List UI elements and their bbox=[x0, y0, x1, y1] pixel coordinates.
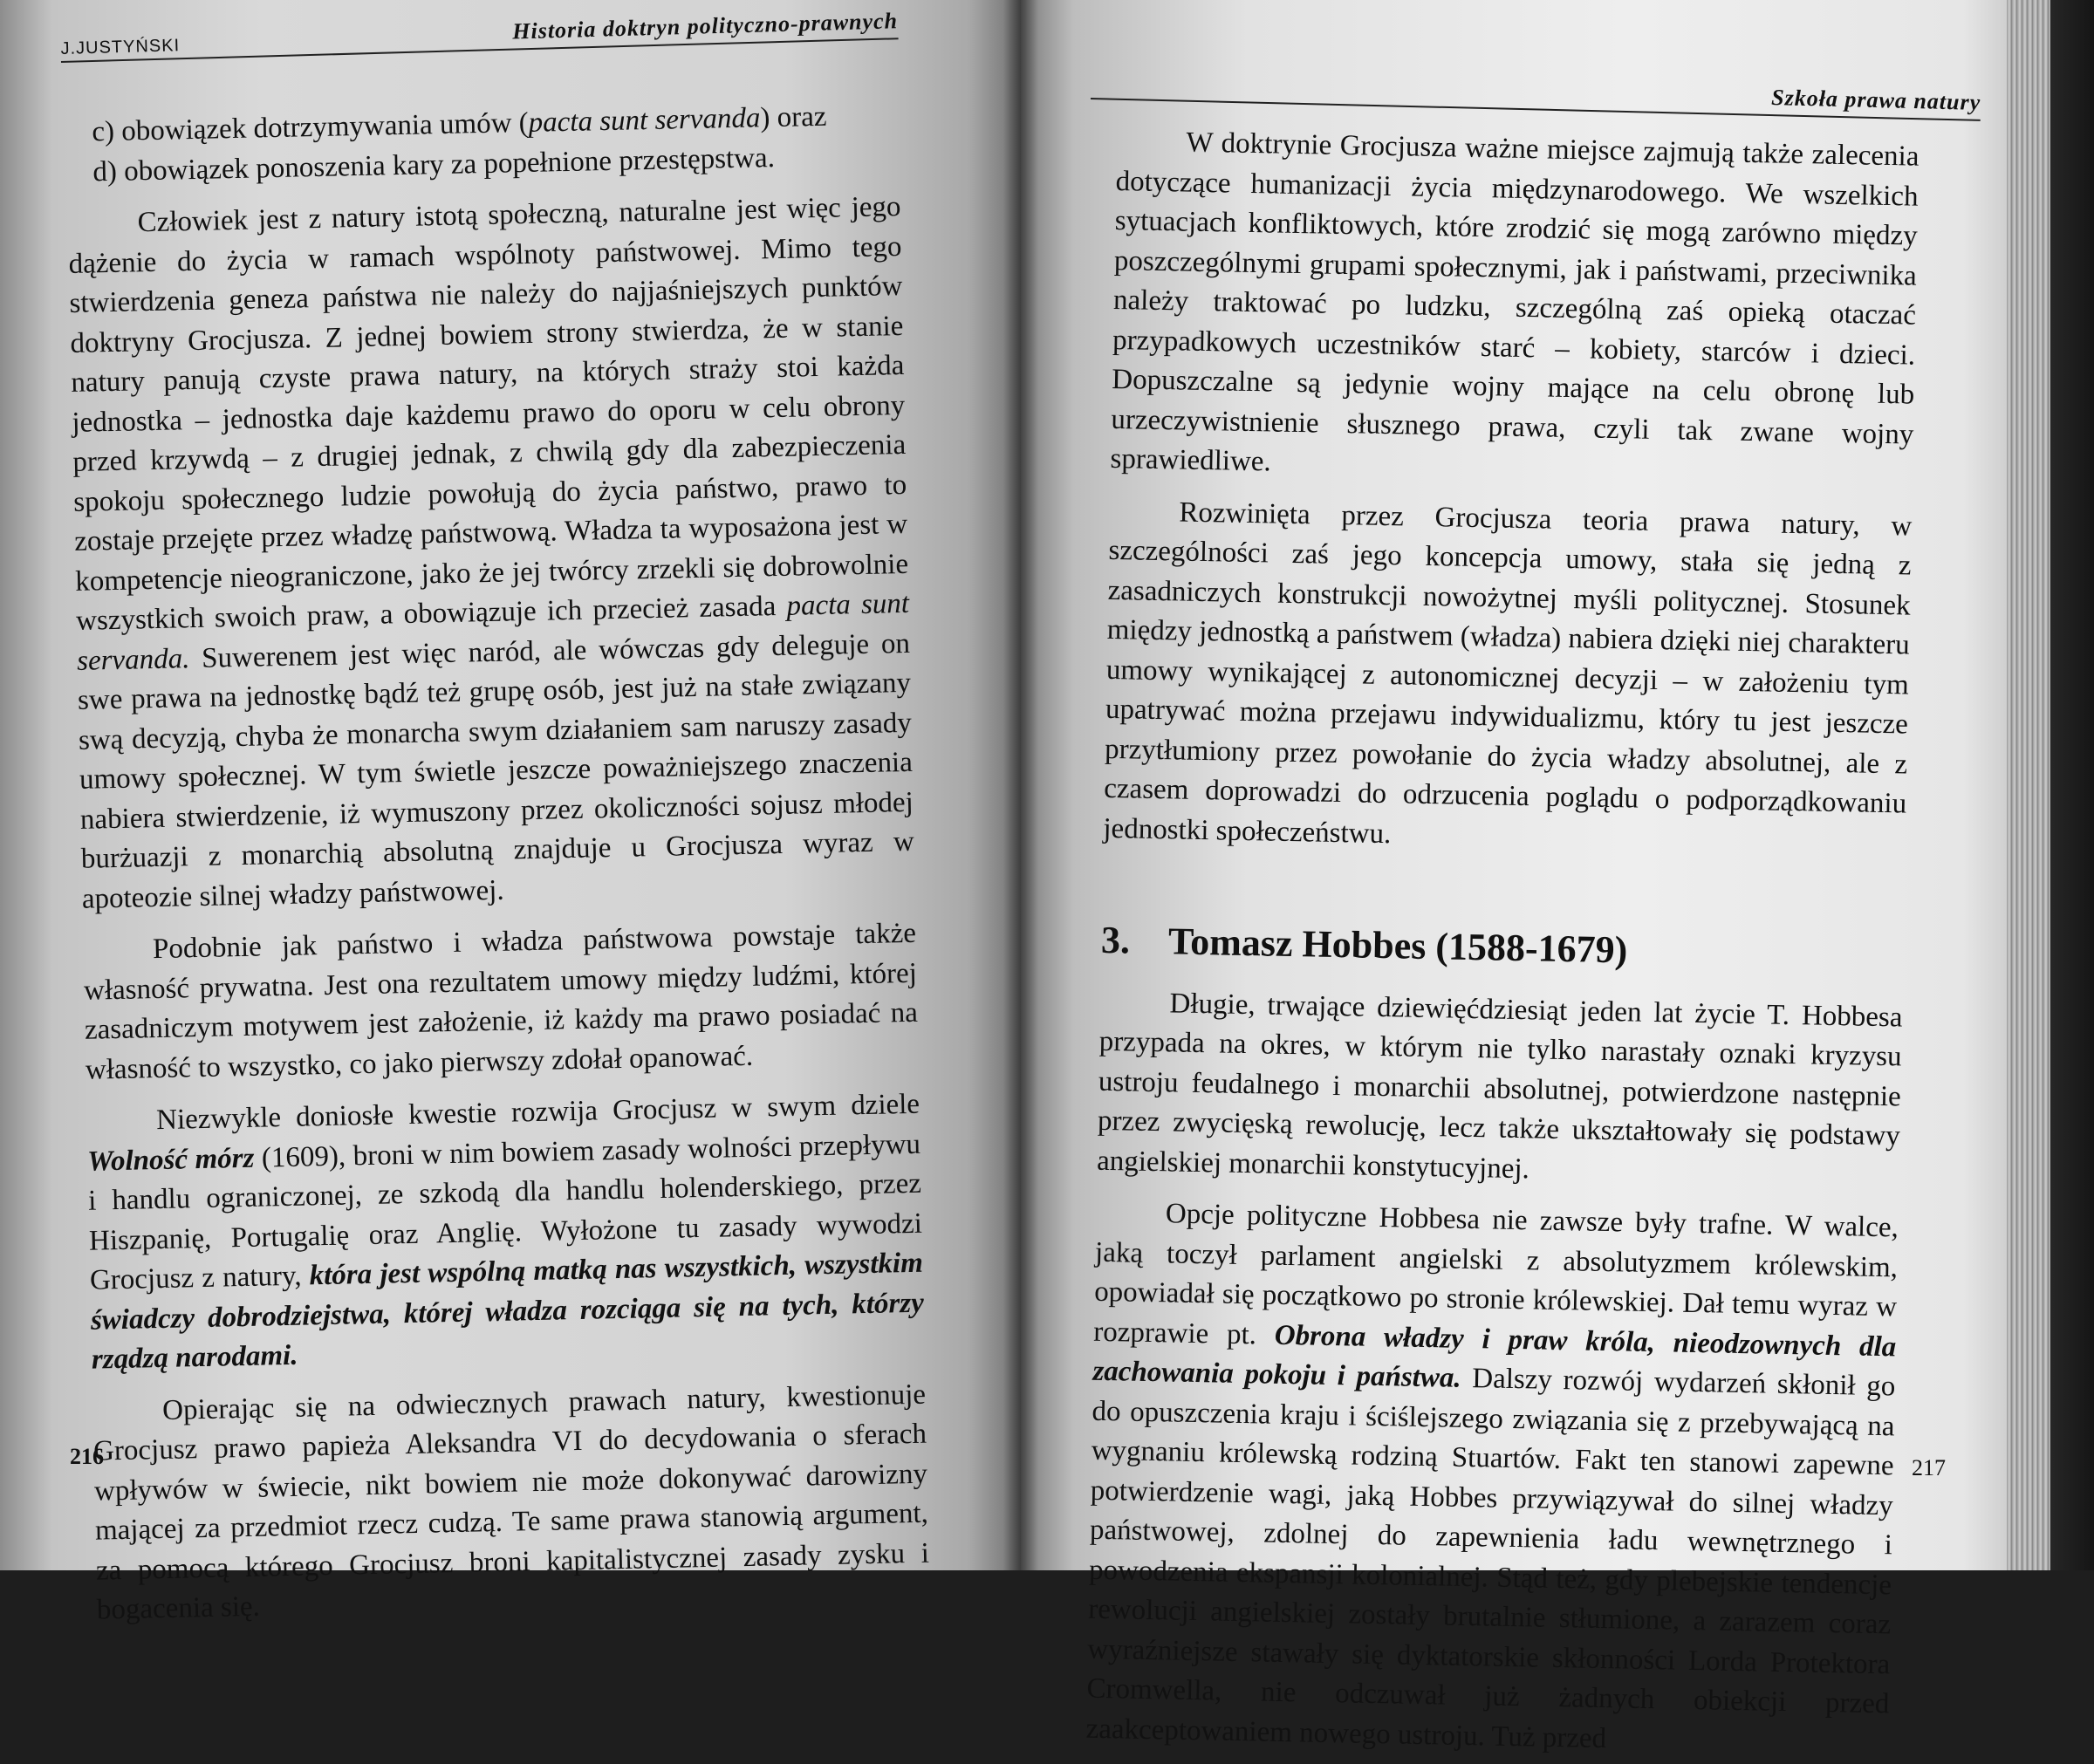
book-gutter bbox=[1003, 0, 1038, 1570]
page-edges bbox=[2007, 0, 2050, 1570]
paragraph: Rozwinięta przez Grocjusza teoria prawa natury, w szczególności zaś jego koncepcja umowy, stała się jedną z zasadniczych konstrukcji nowożytnej myśli politycznej. Stosunek między jednostką a państwem (władza) nabiera dzięki niej charakteru umowy wynikającej z autonomicznej decyzji – w założeniu tym upatrywać można przejawu indywidualizmu, który tu jest jeszcze przytłumiony przez powołanie do życia władzy absolutnej, ale z czasem doprowadzi do odrzucenia poglądu o podporządkowaniu jednostki społeczeństwu. bbox=[1103, 496, 1913, 850]
left-page bbox=[0, 0, 1021, 1626]
work-title: Obrona władzy i praw króla, nieodzownych dla zachowania pokoju i państwa. bbox=[1092, 1319, 1897, 1394]
quotation: która jest wspólną matką nas wszystkich, wszystkim świadczy dobrodziejstwa, której władza rozciąga się na tych, którzy rządzą narodami. bbox=[90, 1247, 925, 1376]
paragraph: W doktrynie Grocjusza ważne miejsce zajmują także zalecenia dotyczące humanizacji życia międzynarodowego. We wszelkich sytuacjach konfliktowych, które zrodzić się mogą zarówno między poszczególnymi grupami społecznymi, jak i państwami, przeciwnika należy traktować po ludzku, szczególną zaś opieką otaczać przypadkowych uczestników starć – kobiety, starców i dzieci. Dopuszczalne są jedynie wojny mające na celu obronę lub urzeczywistnienie słusznego prawa, czyli tak zwane wojny sprawiedliwe. bbox=[1110, 126, 1920, 478]
section-number: 3. bbox=[1100, 918, 1131, 962]
list-item-d: d) obowiązek ponoszenia kary za popełnione przestępstwa. bbox=[92, 141, 776, 188]
work-title: Wolność mórz bbox=[86, 1142, 255, 1178]
list-item-c: c) obowiązek dotrzymywania umów (pacta sunt servanda) oraz bbox=[92, 100, 827, 148]
paragraph: Długie, trwające dziewięćdziesiąt jeden lat życie T. Hobbesa przypada na okres, w którym nie tylko narastały oznaki kryzysu ustroju feudalnego i monarchii absolutnej, potwierdzone następnie przez zwycięską rewolucję, lecz także ukształtowały się podstawy angielskiej monarchii konstytucyjnej. bbox=[1096, 987, 1903, 1185]
right-text-block bbox=[1085, 122, 1920, 1764]
paragraph: Człowiek jest z natury istotą społeczną, naturalne jest więc jego dążenie do życia w ramach wspólnoty państwowej. Mimo tego stwierdzenia geneza państwa nie należy do najjaśniejszych punktów doktryny Grocjusza. Z jednej bowiem strony stwierdza, że w stanie natury panują czyste prawa natury, na których straży stoi każda jednostka – jednostka daje każdemu prawo do oporu w celu obrony przed krzywdą – z drugiej jednak, z chwilą gdy dla zabezpieczenia spokoju społecznego ludzie powołują do życia państwo, prawo to zostaje przejęte przez władzę państwową. Władza ta wyposażona jest w kompetencje nieograniczone, jako że jej twórcy zrzekli się dobrowolnie wszystkich swoich praw, a obowiązuje ich przecież zasada pacta sunt servanda. Suwerenem jest więc naród, ale wówczas gdy deleguje on swe prawa na jednostkę bądź też grupę osób, jest już na stałe związany swą decyzją, chyba że monarcha swym działaniem sam naruszy zasady umowy społecznej. W tym świetle jeszcze poważniejszego znaczenia nabiera stwierdzenie, iż wymuszony przez okoliczności sojusz młodej burżuazji z monarchią absolutną znajduje u Grocjusza wyraz w apoteozie silnej władzy państwowej. bbox=[68, 190, 915, 915]
right-page-header bbox=[1091, 63, 1981, 121]
section-title: Tomasz Hobbes (1588-1679) bbox=[1167, 920, 1628, 972]
left-page-header bbox=[60, 3, 899, 63]
paragraph: Opcje polityczne Hobbesa nie zawsze były trafne. W walce, jaką toczył parlament angielski z absolutyzmem królewskim, opowiadał się początkowo po stronie królewskiej. Dał temu wyraz w rozprawie pt. Obrona władzy i praw króla, nieodzownych dla zachowania pokoju i państwa. Dalszy rozwój wydarzeń skłonił go do opuszczenia kraju i ściślejszego związania się z przebywającą na wygnaniu królewską rodziną Stuartów. Fakt ten stanowi zapewne potwierdzenie wagi, jaką Hobbes przywiązywał do silnej władzy państwowej, zdolnej do zapewnienia ładu wewnętrznego i powodzenia ekspansji kolonialnej. Stąd też, gdy plebejskie tendencje rewolucji angielskiej zostały brutalnie stłumione, a zarazem coraz wyraźniejsze stawały się dyktatorskie skłonności Lorda Protektora Cromwella, nie odczuwał już żadnych obiekcji przed zaakceptowaniem nowego ustroju. Tuż przed bbox=[1085, 1198, 1899, 1754]
author-name: J.JUSTYŃSKI bbox=[60, 36, 181, 59]
paragraph: Opierając się na odwiecznych prawach natury, kwestionuje Grocjusz prawo papieża Aleksandra VI do decydowania o sferach wpływów w świecie, nikt bowiem nie może dokonywać darowizny mającej za przedmiot rzecz cudzą. Te same prawa stanowią argument, za pomocą którego Grocjusz broni kapitalistycznej zasady zysku i bogacenia się. bbox=[92, 1378, 930, 1626]
left-text-block bbox=[65, 96, 930, 1631]
right-running-head: Szkoła prawa natury bbox=[1770, 85, 1981, 115]
page-number-right: 217 bbox=[1912, 1455, 1946, 1480]
right-page bbox=[1021, 0, 2050, 1754]
section-heading bbox=[1101, 920, 1905, 975]
paragraph: Podobnie jak państwo i władza państwowa powstaje także własność prywatna. Jest ona rezultatem umowy między ludźmi, której zasadniczym motywem jest założenie, iż każdy ma prawo posiadać na własność to wszystko, co jako pierwszy zdołał opanować. bbox=[83, 917, 919, 1086]
page-number-left: 216 bbox=[70, 1444, 104, 1469]
left-running-head: Historia doktryn polityczno-prawnych bbox=[511, 8, 899, 44]
paragraph: Niezwykle doniosłe kwestie rozwija Grocjusz w swym dziele Wolność mórz (1609), broni w nim bowiem zasady wolności przepływu i handlu ograniczonej, ze szkodą dla handlu holenderskiego, przez Hiszpanię, Portugalię oraz Anglię. Wyłożone tu zasady wywodzi Grocjusz z natury, która jest wspólną matką nas wszystkich, wszystkim świadczy dobrodziejstwa, której władza rozciąga się na tych, którzy rządzą narodami. bbox=[86, 1088, 925, 1376]
